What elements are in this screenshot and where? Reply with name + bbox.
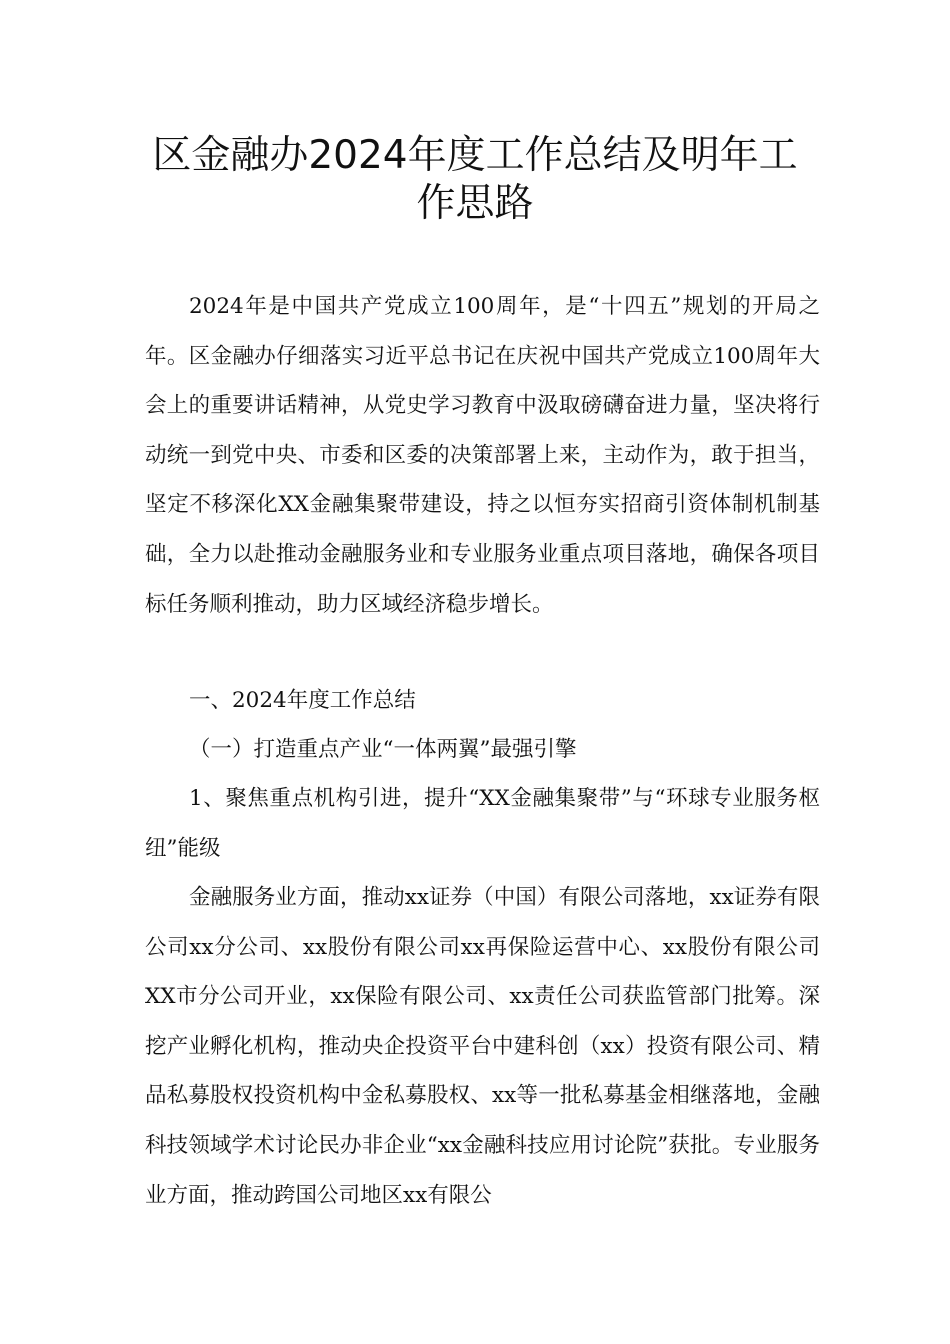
intro-paragraph: 2024年是中国共产党成立100周年，是“十四五”规划的开局之年。区金融办仔细落实习近平总书记在庆祝中国共产党成立100周年大会上的重要讲话精神，从党史学习教育中汲取磅礴奋进力量，坚决将行动统一到党中央、市委和区委的决策部署上来，主动作为，敢于担当，坚定不移深化XX金融集聚带建设，持之以恒夯实招商引资体制机制基础，全力以赴推动金融服务业和专业服务业重点项目落地，确保各项目标任务顺利推动，助力区域经济稳步增长。 <box>145 294 820 617</box>
subsection-heading: （一）打造重点产业“一体两翼”最强引擎 <box>189 737 577 762</box>
document-title <box>120 132 830 228</box>
item-heading: 1、聚焦重点机构引进，提升“XX金融集聚带”与“环球专业服务枢纽”能级 <box>145 786 820 861</box>
section-heading: 一、2024年度工作总结 <box>189 688 416 713</box>
body-paragraph: 金融服务业方面，推动xx证券（中国）有限公司落地，xx证券有限公司xx分公司、xx股份有限公司xx再保险运营中心、xx股份有限公司XX市分公司开业，xx保险有限公司、xx责任公司获监管部门批筹。深挖产业孵化机构，推动央企投资平台中建科创（xx）投资有限公司、精品私募股权投资机构中金私募股权、xx等一批私募基金相继落地，金融科技领域学术讨论民办非企业“xx金融科技应用讨论院”获批。专业服务业方面，推动跨国公司地区xx有限公 <box>145 885 820 1208</box>
title-line-1: 区金融办2024年度工作总结及明年工 <box>152 133 798 178</box>
title-line-2: 作思路 <box>416 181 534 226</box>
